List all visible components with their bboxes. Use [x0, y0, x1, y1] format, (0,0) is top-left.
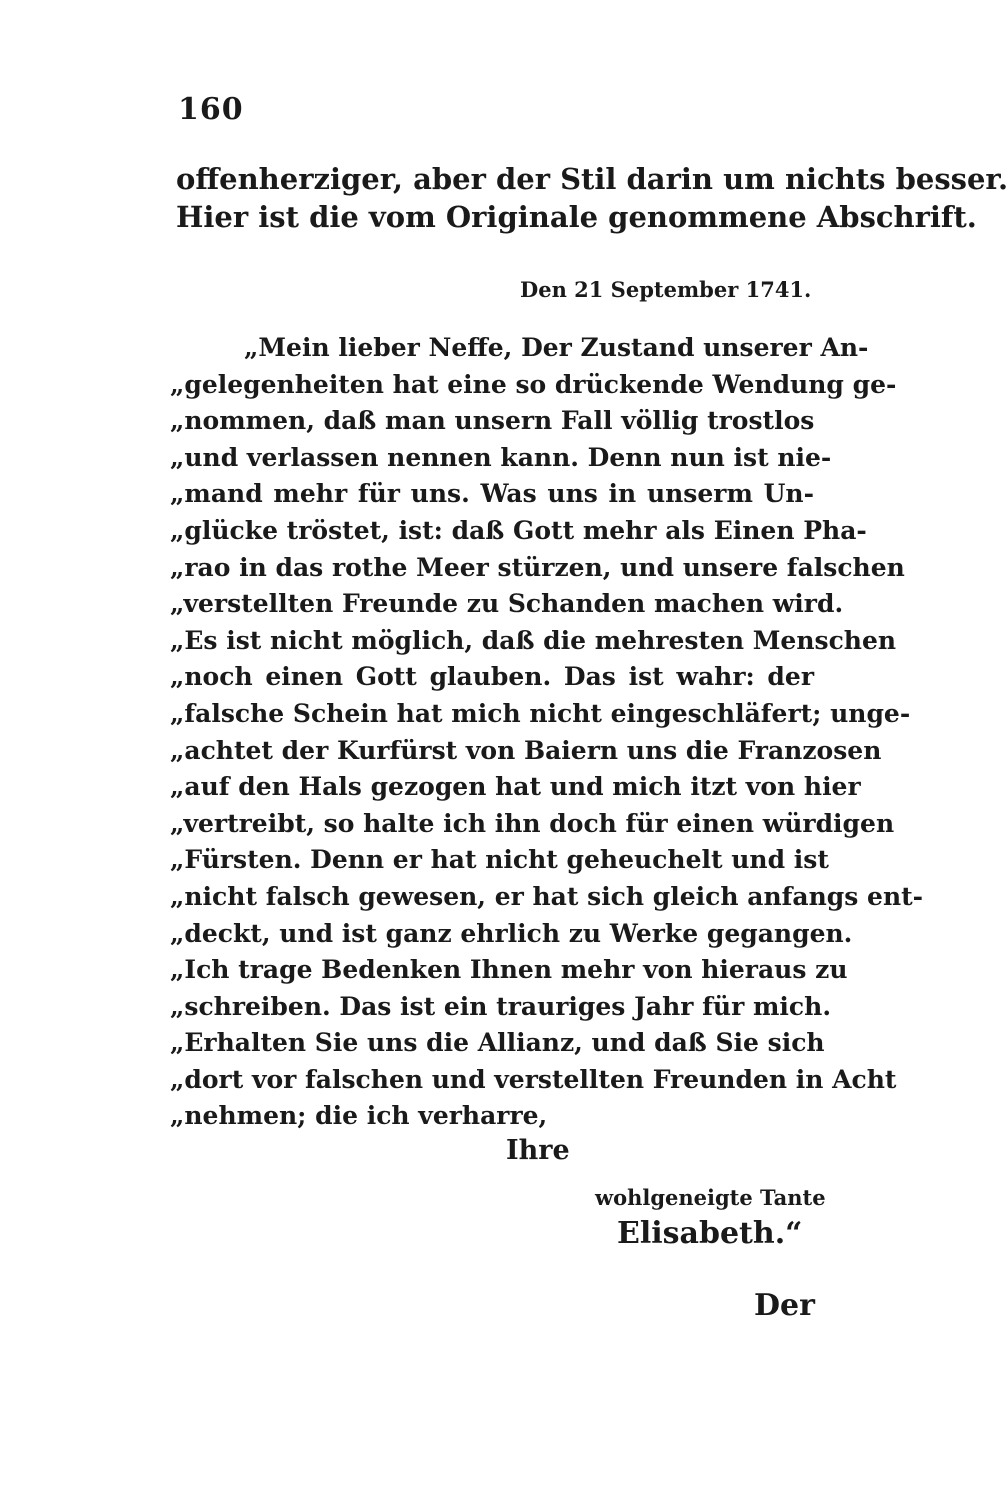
intro-line: Hier ist die vom Originale genommene Abschrift. [176, 200, 977, 234]
letter-line: „glücke tröstet, ist: daß Gott mehr als Einen Pha- [170, 515, 867, 545]
letter-line: „vertreibt, so halte ich ihn doch für einen würdigen [170, 808, 895, 838]
intro-paragraph [176, 160, 1008, 236]
letter-line: „dort vor falschen und verstellten Freunden in Acht [170, 1064, 897, 1094]
closing-tante: wohlgeneigte Tante [595, 1185, 826, 1210]
letter-line: „mand mehr für uns. Was uns in unserm Un- [170, 479, 814, 509]
letter-line: „Mein lieber Neffe, Der Zustand unserer An- [244, 333, 869, 362]
letter-line: „rao in das rothe Meer stürzen, und unsere falschen [170, 552, 905, 582]
letter-line: „gelegenheiten hat eine so drückende Wendung ge- [170, 369, 897, 399]
signature-name: Elisabeth.“ [617, 1216, 803, 1251]
letter-line: „nicht falsch gewesen, er hat sich gleich anfangs ent- [170, 881, 924, 911]
letter-line: „nehmen; die ich verharre, [170, 1101, 548, 1131]
letter-line: „deckt, und ist ganz ehrlich zu Werke gegangen. [170, 918, 853, 948]
closing-ihre: Ihre [506, 1135, 570, 1166]
catchword: Der [754, 1288, 815, 1323]
page-number: 160 [178, 92, 244, 127]
letter-line: „und verlassen nennen kann. Denn nun ist nie- [170, 442, 832, 472]
letter-line: „Es ist nicht möglich, daß die mehresten Menschen [170, 625, 897, 655]
letter-line: „nommen, daß man unsern Fall völlig trostlos [170, 406, 815, 436]
letter-line: „Erhalten Sie uns die Allianz, und daß Sie sich [170, 1028, 825, 1058]
letter-line: „achtet der Kurfürst von Baiern uns die Franzosen [170, 735, 882, 765]
letter-line: „auf den Hals gezogen hat und mich itzt von hier [170, 772, 861, 802]
letter-dateline: Den 21 September 1741. [520, 277, 812, 302]
letter-line: „verstellten Freunde zu Schanden machen wird. [170, 589, 844, 619]
letter-line: „schreiben. Das ist ein trauriges Jahr für mich. [170, 991, 832, 1021]
letter-line: „noch einen Gott glauben. Das ist wahr: der [170, 662, 814, 692]
letter-line: „Fürsten. Denn er hat nicht geheuchelt und ist [170, 845, 829, 875]
letter-line: „falsche Schein hat mich nicht eingeschläfert; unge- [170, 698, 911, 728]
letter-body [170, 330, 924, 1135]
intro-line: offenherziger, aber der Stil darin um nichts besser. [176, 162, 1008, 196]
letter-line: „Ich trage Bedenken Ihnen mehr von hieraus zu [170, 955, 848, 985]
